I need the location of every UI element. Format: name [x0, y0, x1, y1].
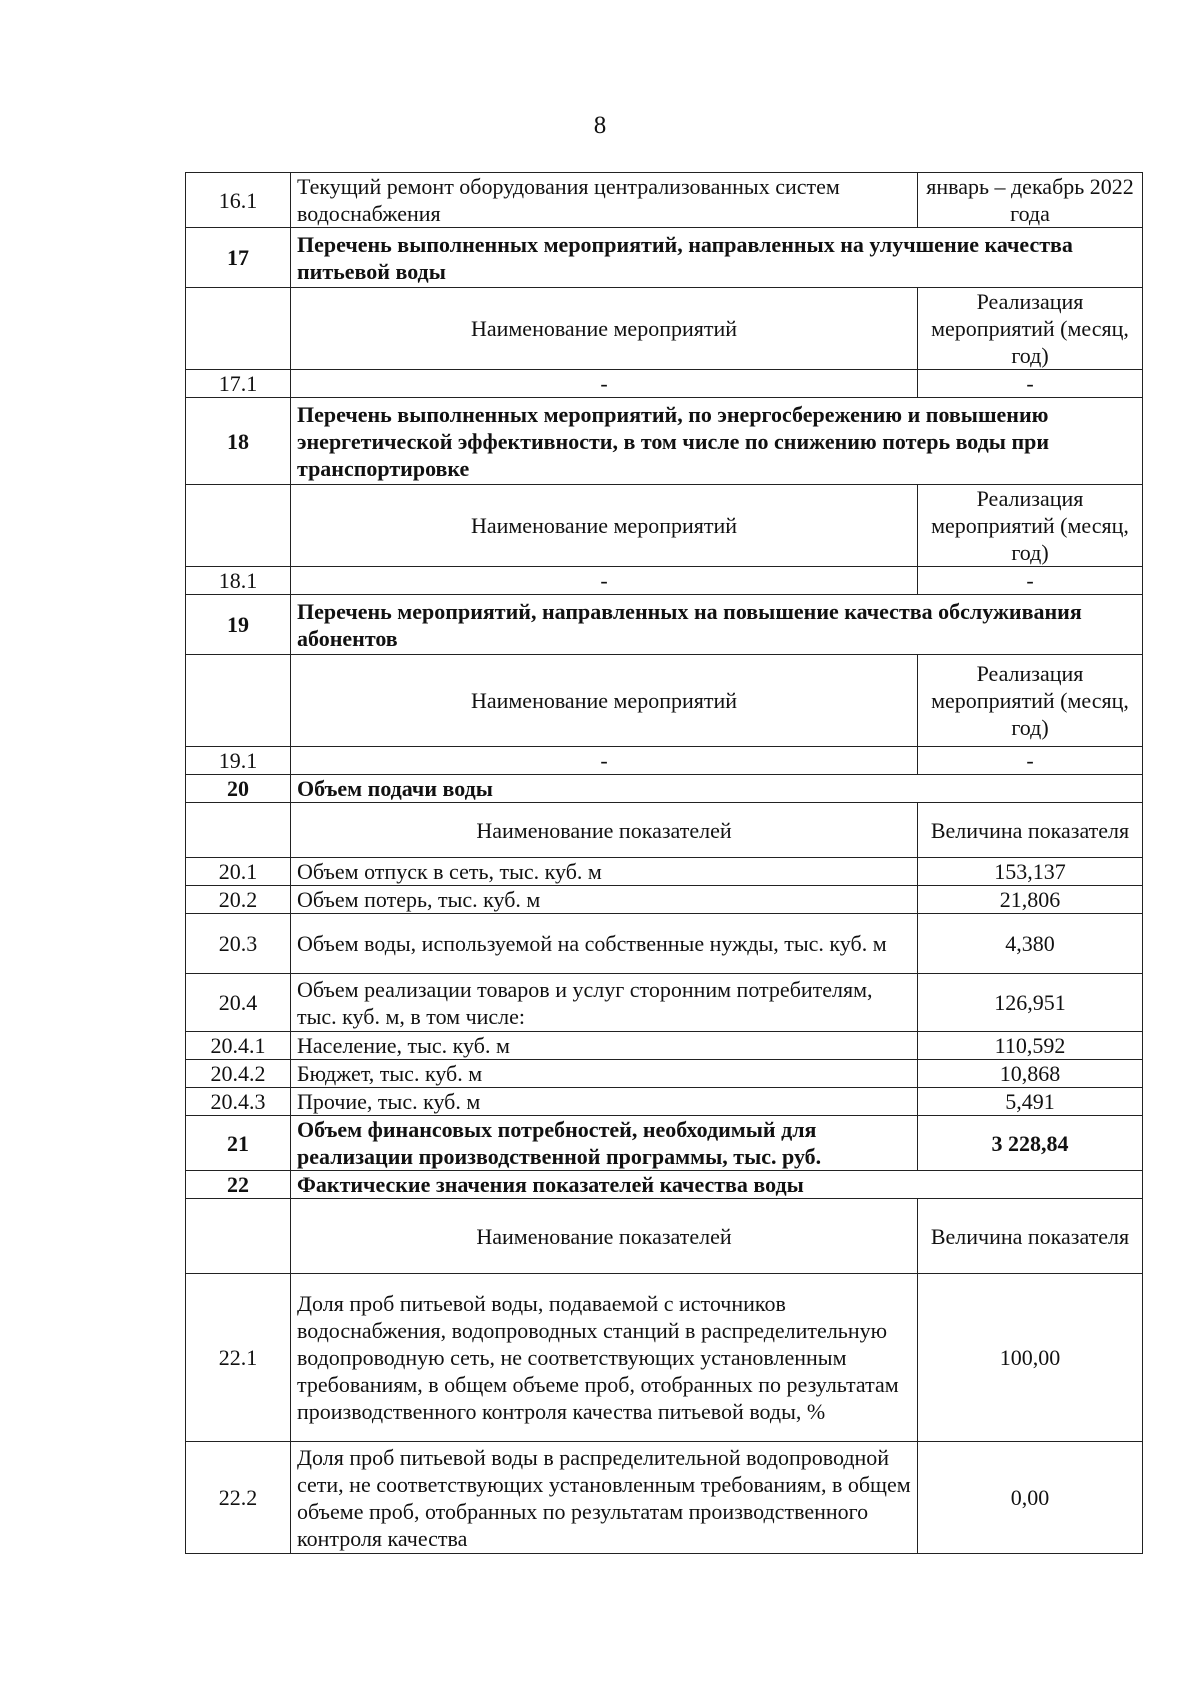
- header-row: [186, 655, 1143, 747]
- header-name: Наименование мероприятий: [291, 485, 918, 567]
- header-name: Наименование показателей: [291, 803, 918, 858]
- row-value: 4,380: [918, 914, 1143, 974]
- row-text: Объем потерь, тыс. куб. м: [291, 886, 918, 914]
- row-text: Объем воды, используемой на собственные нужды, тыс. куб. м: [291, 914, 918, 974]
- row-text: Текущий ремонт оборудования централизованных систем водоснабжения: [291, 173, 918, 228]
- section-number: 18: [186, 398, 291, 485]
- table-row: [186, 1442, 1143, 1554]
- header-row: [186, 485, 1143, 567]
- header-name: Наименование показателей: [291, 1199, 918, 1274]
- table-row: [186, 858, 1143, 886]
- section-row: [186, 595, 1143, 655]
- section-row: [186, 775, 1143, 803]
- row-value: 10,868: [918, 1060, 1143, 1088]
- row-number: 20.1: [186, 858, 291, 886]
- row-number: 20.3: [186, 914, 291, 974]
- section-row: [186, 1171, 1143, 1199]
- table-row: [186, 173, 1143, 228]
- row-value: -: [918, 747, 1143, 775]
- table-row: [186, 1060, 1143, 1088]
- header-empty-cell: [186, 485, 291, 567]
- row-value: 3 228,84: [918, 1116, 1143, 1171]
- row-value: -: [918, 370, 1143, 398]
- header-empty-cell: [186, 803, 291, 858]
- row-value: 21,806: [918, 886, 1143, 914]
- row-text: Доля проб питьевой воды, подаваемой с источников водоснабжения, водопроводных станций в распределительную водопроводную сеть, не соответствующих установленным требованиям, в общем объеме проб, отобранных по результатам производственного контроля качества питьевой воды, %: [291, 1274, 918, 1442]
- row-text: Население, тыс. куб. м: [291, 1032, 918, 1060]
- row-number: 20.4.1: [186, 1032, 291, 1060]
- row-number: 22.1: [186, 1274, 291, 1442]
- section-title: Объем подачи воды: [291, 775, 1143, 803]
- row-text: -: [291, 567, 918, 595]
- section-number: 20: [186, 775, 291, 803]
- section-title: Перечень выполненных мероприятий, направленных на улучшение качества питьевой воды: [291, 228, 1143, 288]
- row-value: 126,951: [918, 974, 1143, 1032]
- row-text: Объем отпуск в сеть, тыс. куб. м: [291, 858, 918, 886]
- header-empty-cell: [186, 1199, 291, 1274]
- row-value: 0,00: [918, 1442, 1143, 1554]
- section-title: Перечень выполненных мероприятий, по энергосбережению и повышению энергетической эффективности, в том числе по снижению потерь воды при транспортировке: [291, 398, 1143, 485]
- row-value: 110,592: [918, 1032, 1143, 1060]
- row-number: 19.1: [186, 747, 291, 775]
- header-value: Реализация мероприятий (месяц, год): [918, 288, 1143, 370]
- table-row: [186, 1032, 1143, 1060]
- header-value: Величина показателя: [918, 1199, 1143, 1274]
- row-number: 18.1: [186, 567, 291, 595]
- section-title: Фактические значения показателей качества воды: [291, 1171, 1143, 1199]
- row-text: Доля проб питьевой воды в распределительной водопроводной сети, не соответствующих установленным требованиям, в общем объеме проб, отобранных по результатам производственного контроля качества: [291, 1442, 918, 1554]
- section-row: [186, 228, 1143, 288]
- section-title: Перечень мероприятий, направленных на повышение качества обслуживания абонентов: [291, 595, 1143, 655]
- section-row: [186, 398, 1143, 485]
- row-number: 20.2: [186, 886, 291, 914]
- table-row: [186, 370, 1143, 398]
- section-number: 17: [186, 228, 291, 288]
- row-text: Прочие, тыс. куб. м: [291, 1088, 918, 1116]
- header-row: [186, 288, 1143, 370]
- section-number: 22: [186, 1171, 291, 1199]
- row-value: январь – декабрь 2022 года: [918, 173, 1143, 228]
- row-number: 20.4.3: [186, 1088, 291, 1116]
- row-value: -: [918, 567, 1143, 595]
- table-row: [186, 567, 1143, 595]
- header-row: [186, 1199, 1143, 1274]
- section-row: [186, 1116, 1143, 1171]
- row-number: 20.4.2: [186, 1060, 291, 1088]
- header-empty-cell: [186, 288, 291, 370]
- section-number: 19: [186, 595, 291, 655]
- table-row: [186, 914, 1143, 974]
- header-row: [186, 803, 1143, 858]
- header-value: Величина показателя: [918, 803, 1143, 858]
- row-value: 5,491: [918, 1088, 1143, 1116]
- header-value: Реализация мероприятий (месяц, год): [918, 485, 1143, 567]
- table-row: [186, 974, 1143, 1032]
- section-title: Объем финансовых потребностей, необходимый для реализации производственной программы, тыс. руб.: [291, 1116, 918, 1171]
- table-row: [186, 1088, 1143, 1116]
- row-number: 22.2: [186, 1442, 291, 1554]
- table-row: [186, 1274, 1143, 1442]
- program-table: [185, 172, 1143, 1554]
- row-value: 100,00: [918, 1274, 1143, 1442]
- header-empty-cell: [186, 655, 291, 747]
- header-name: Наименование мероприятий: [291, 655, 918, 747]
- row-value: 153,137: [918, 858, 1143, 886]
- row-number: 16.1: [186, 173, 291, 228]
- header-value: Реализация мероприятий (месяц, год): [918, 655, 1143, 747]
- header-name: Наименование мероприятий: [291, 288, 918, 370]
- table-row: [186, 886, 1143, 914]
- row-text: Бюджет, тыс. куб. м: [291, 1060, 918, 1088]
- row-text: -: [291, 747, 918, 775]
- row-number: 20.4: [186, 974, 291, 1032]
- row-text: Объем реализации товаров и услуг сторонним потребителям, тыс. куб. м, в том числе:: [291, 974, 918, 1032]
- row-number: 17.1: [186, 370, 291, 398]
- table-row: [186, 747, 1143, 775]
- page-number: 8: [593, 112, 607, 139]
- row-text: -: [291, 370, 918, 398]
- section-number: 21: [186, 1116, 291, 1171]
